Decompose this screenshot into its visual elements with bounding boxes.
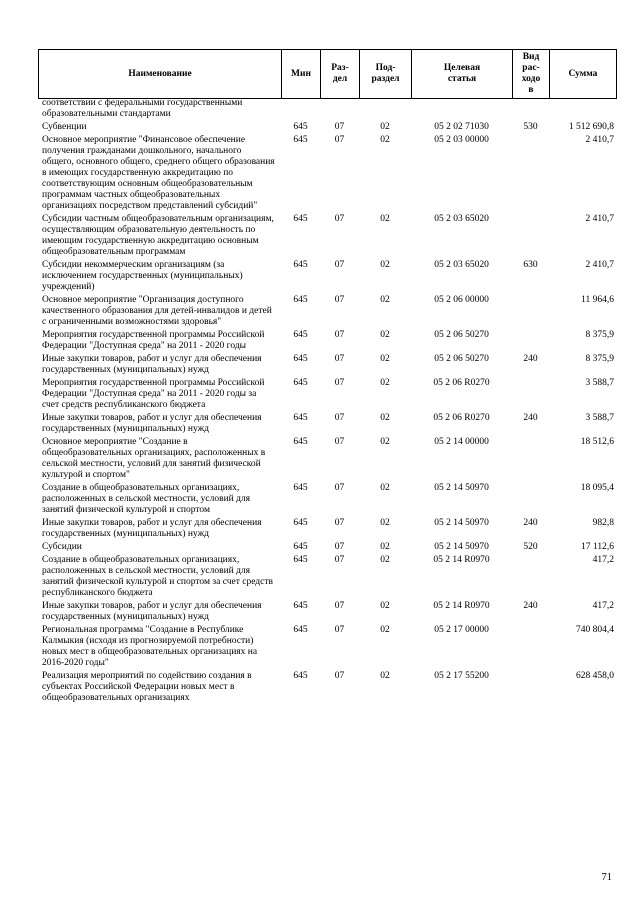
row-podrazdel: 02: [380, 671, 390, 681]
row-vid-raskhodov: [512, 328, 549, 352]
row-vid-raskhodov: 240: [523, 354, 538, 364]
table-row: [38, 120, 616, 133]
row-min: 645: [293, 625, 308, 635]
row-summa: 8 375,9: [585, 330, 614, 340]
row-podrazdel: 02: [380, 483, 390, 493]
row-razdel: 07: [334, 330, 345, 340]
row-vid-raskhodov: [512, 133, 549, 212]
row-razdel: 07: [334, 295, 345, 305]
row-podrazdel: 02: [380, 214, 390, 224]
row-name: Реализация мероприятий по содействию создания в субъектах Российской Федерации новых мест в общеобразовательных организациях: [42, 671, 252, 703]
row-name: Основное мероприятие "Организация доступного качественного образования для детей-инвалидов и детей с ограниченными возможностями здоровья": [42, 295, 272, 327]
table-row: [38, 599, 616, 623]
table-row: [38, 212, 616, 258]
row-vid-raskhodov: [512, 435, 549, 481]
row-vid-raskhodov: 240: [523, 413, 538, 423]
row-razdel: 07: [334, 354, 345, 364]
row-podrazdel: 02: [380, 295, 390, 305]
row-vid-raskhodov: 240: [523, 601, 538, 611]
row-min: 645: [293, 354, 308, 364]
row-podrazdel: 02: [380, 135, 390, 145]
table-row: [38, 133, 616, 212]
table-row: [38, 623, 616, 669]
row-vid-raskhodov: [512, 98, 549, 120]
row-summa: 3 588,7: [585, 413, 614, 423]
header-min: Мин: [282, 50, 321, 99]
row-name: Мероприятия государственной программы Российской Федерации "Доступная среда" на 2011 - 2020 годы: [42, 330, 265, 351]
row-min: 645: [293, 135, 308, 145]
row-tselevaya-statya: 05 2 14 R0970: [433, 555, 490, 565]
row-vid-raskhodov: [512, 376, 549, 411]
table-body: [38, 98, 616, 704]
row-tselevaya-statya: 05 2 03 00000: [434, 135, 489, 145]
row-name: соответствии с федеральными государственными образовательными стандартами: [42, 98, 243, 119]
row-razdel: 07: [334, 413, 345, 423]
row-min: 645: [293, 437, 308, 447]
page-number: 71: [601, 872, 612, 883]
row-podrazdel: 02: [380, 555, 390, 565]
row-min: 645: [293, 330, 308, 340]
row-vid-raskhodov: [512, 623, 549, 669]
row-vid-raskhodov: [512, 293, 549, 328]
row-name: Региональная программа "Создание в Республике Калмыкия (исходя из прогнозируемой потребности) новых мест в общеобразовательных организациях на 2016-2020 годы": [42, 625, 258, 668]
row-podrazdel: 02: [380, 601, 390, 611]
row-podrazdel: 02: [380, 354, 390, 364]
row-summa: 18 512,6: [580, 437, 614, 447]
row-min: 645: [293, 295, 308, 305]
row-razdel: [320, 98, 359, 120]
row-razdel: 07: [334, 260, 345, 270]
row-summa: 18 095,4: [580, 483, 614, 493]
row-summa: 2 410,7: [585, 260, 614, 270]
row-min: 645: [293, 555, 308, 565]
row-tselevaya-statya: 05 2 17 00000: [434, 625, 489, 635]
table-row: [38, 376, 616, 411]
row-min: 645: [293, 518, 308, 528]
table-row: [38, 540, 616, 553]
row-summa: 3 588,7: [585, 378, 614, 388]
row-min: 645: [293, 671, 308, 681]
row-summa: 1 512 690,8: [568, 122, 614, 132]
row-min: 645: [293, 122, 308, 132]
row-tselevaya-statya: 05 2 06 R0270: [433, 378, 490, 388]
header-razdel: Раз- дел: [321, 50, 360, 99]
row-tselevaya-statya: 05 2 06 R0270: [433, 413, 490, 423]
row-name: Основное мероприятие "Создание в общеобразовательных организациях, расположенных в сельской местности, условий для занятий физической культурой и спортом": [42, 437, 266, 480]
table-row: [38, 258, 616, 293]
row-podrazdel: 02: [380, 518, 390, 528]
row-min: 645: [293, 542, 308, 552]
header-podrazdel: Под- раздел: [360, 50, 412, 99]
row-tselevaya-statya: 05 2 14 R0970: [433, 601, 490, 611]
row-tselevaya-statya: 05 2 14 50970: [434, 518, 489, 528]
row-min: 645: [293, 413, 308, 423]
row-summa: 2 410,7: [585, 135, 614, 145]
row-tselevaya-statya: 05 2 14 50970: [434, 542, 489, 552]
row-podrazdel: 02: [380, 542, 390, 552]
row-tselevaya-statya: 05 2 06 50270: [434, 330, 489, 340]
row-vid-raskhodov: 240: [523, 518, 538, 528]
row-summa: 2 410,7: [585, 214, 614, 224]
header-vid-raskhodov: Вид рас- ходо в: [513, 50, 550, 99]
row-podrazdel: 02: [380, 437, 390, 447]
row-podrazdel: 02: [380, 260, 390, 270]
row-podrazdel: 02: [380, 625, 390, 635]
table-row: [38, 411, 616, 435]
row-name: Субсидии некоммерческим организациям (за исключением государственных (муниципальных) учреждений): [42, 260, 243, 292]
row-podrazdel: 02: [380, 378, 390, 388]
table-row: [38, 481, 616, 516]
table-row: [38, 516, 616, 540]
row-razdel: 07: [334, 671, 345, 681]
row-min: 645: [293, 601, 308, 611]
table-row: [38, 98, 616, 120]
row-summa: [549, 98, 616, 120]
row-name: Иные закупки товаров, работ и услуг для обеспечения государственных (муниципальных) нужд: [42, 518, 262, 539]
row-name: Субсидии частным общеобразовательным организациям, осуществляющим образовательную деятельность по имеющим государственную аккредитацию основным общеобразовательным программам: [42, 214, 274, 257]
row-summa: 740 804,4: [576, 625, 614, 635]
row-summa: 417,2: [592, 601, 614, 611]
table-row: [38, 669, 616, 704]
row-summa: 417,2: [592, 555, 614, 565]
row-tselevaya-statya: 05 2 17 55200: [434, 671, 489, 681]
row-tselevaya-statya: [411, 98, 512, 120]
row-razdel: 07: [334, 555, 345, 565]
row-summa: 982,8: [592, 518, 614, 528]
row-tselevaya-statya: 05 2 06 00000: [434, 295, 489, 305]
row-podrazdel: 02: [380, 413, 390, 423]
row-min: 645: [293, 483, 308, 493]
row-vid-raskhodov: [512, 481, 549, 516]
header-summa: Сумма: [550, 50, 617, 99]
row-razdel: 07: [334, 625, 345, 635]
row-vid-raskhodov: 530: [523, 122, 538, 132]
row-name: Субвенции: [42, 122, 87, 132]
row-summa: 11 964,6: [581, 295, 614, 305]
row-tselevaya-statya: 05 2 14 00000: [434, 437, 489, 447]
row-min: 645: [293, 260, 308, 270]
row-razdel: 07: [334, 135, 345, 145]
row-vid-raskhodov: 630: [523, 260, 538, 270]
row-razdel: 07: [334, 122, 345, 132]
row-razdel: 07: [334, 601, 345, 611]
table-row: [38, 328, 616, 352]
table-row: [38, 435, 616, 481]
row-tselevaya-statya: 05 2 06 50270: [434, 354, 489, 364]
row-vid-raskhodov: [512, 669, 549, 704]
row-name: Субсидии: [42, 542, 82, 552]
row-min: [281, 98, 320, 120]
row-razdel: 07: [334, 542, 345, 552]
row-tselevaya-statya: 05 2 03 65020: [434, 260, 489, 270]
row-razdel: 07: [334, 437, 345, 447]
row-vid-raskhodov: [512, 553, 549, 599]
row-vid-raskhodov: 520: [523, 542, 538, 552]
table-row: [38, 352, 616, 376]
table-header: [38, 49, 617, 99]
row-name: Иные закупки товаров, работ и услуг для обеспечения государственных (муниципальных) нужд: [42, 354, 262, 375]
row-razdel: 07: [334, 378, 345, 388]
row-name: Создание в общеобразовательных организациях, расположенных в сельской местности, условий для занятий физической культурой и спортом за счет средств республиканского бюджета: [42, 555, 273, 598]
row-podrazdel: 02: [380, 330, 390, 340]
row-vid-raskhodov: [512, 212, 549, 258]
row-name: Создание в общеобразовательных организациях, расположенных в сельской местности, условий для занятий физической культурой и спортом: [42, 483, 251, 515]
row-summa: 628 458,0: [576, 671, 614, 681]
row-min: 645: [293, 378, 308, 388]
budget-table: [38, 98, 616, 704]
header-name: Наименование: [39, 50, 282, 99]
row-podrazdel: 02: [380, 122, 390, 132]
row-name: Иные закупки товаров, работ и услуг для обеспечения государственных (муниципальных) нужд: [42, 601, 262, 622]
row-tselevaya-statya: 05 2 14 50970: [434, 483, 489, 493]
row-razdel: 07: [334, 518, 345, 528]
table-row: [38, 293, 616, 328]
row-razdel: 07: [334, 214, 345, 224]
row-name: Иные закупки товаров, работ и услуг для обеспечения государственных (муниципальных) нужд: [42, 413, 262, 434]
row-summa: 8 375,9: [585, 354, 614, 364]
row-name: Мероприятия государственной программы Российской Федерации "Доступная среда" на 2011 - 2020 годы за счет средств республиканского бюджета: [42, 378, 265, 410]
row-razdel: 07: [334, 483, 345, 493]
row-summa: 17 112,6: [581, 542, 614, 552]
table-row: [38, 553, 616, 599]
row-name: Основное мероприятие "Финансовое обеспечение получения гражданами дошкольного, начального общего, основного общего, среднего общего образования в имеющих государственную аккредитацию по соответствующим основным общеобразовательным программам частных общеобразовательных организациях посредством представлений субсидий": [42, 135, 275, 211]
row-min: 645: [293, 214, 308, 224]
row-tselevaya-statya: 05 2 03 65020: [434, 214, 489, 224]
row-tselevaya-statya: 05 2 02 71030: [434, 122, 489, 132]
header-tselevaya-statya: Целевая статья: [412, 50, 513, 99]
row-podrazdel: [359, 98, 411, 120]
